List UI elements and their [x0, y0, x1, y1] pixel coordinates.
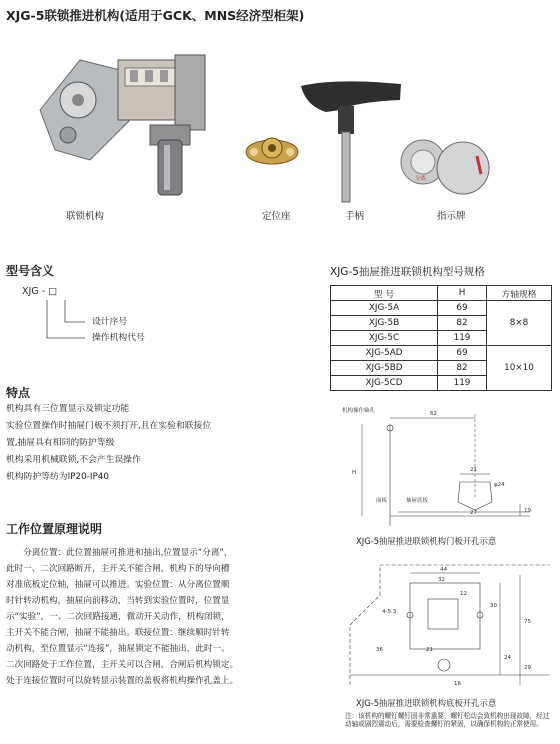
door-label-plate: 抽屉底板 [406, 498, 429, 504]
spec-header-h: H [438, 286, 487, 301]
features-line-3: 置,抽屉具有相同的防护等级 [6, 438, 115, 448]
spec-h: 69 [438, 301, 487, 316]
door-hole-drawing [340, 404, 550, 532]
base-dim: 16 [454, 681, 461, 687]
spec-h: 69 [438, 346, 487, 361]
features-line-2: 实验位置操作时抽屉门板不须打开,且在实验和联接位 [6, 421, 212, 431]
door-dim-d24: φ24 [494, 482, 505, 488]
base-dim: 24 [504, 655, 511, 661]
base-hole-drawing [340, 555, 555, 695]
page-title: XJG-5联锁推进机构(适用于GCK、MNS经济型柜架) [6, 8, 305, 23]
principle-line-9: 处于连接位置时可以旋转显示装置的盖板将机构操作孔盖上。 [6, 676, 239, 686]
spec-model: XJG-5C [331, 331, 438, 346]
indicator-label: 分离 [415, 176, 427, 182]
door-drawing-caption: XJG-5抽屉推进联锁机构门板开孔示意 [356, 536, 497, 546]
spec-header-model: 型 号 [331, 286, 438, 301]
door-dim-19: 19 [524, 508, 531, 514]
table-row [331, 301, 552, 316]
spec-model: XJG-5CD [331, 376, 438, 391]
locating-seat-photo [242, 128, 302, 168]
door-dim-62: 62 [430, 411, 437, 417]
spec-h: 82 [438, 316, 487, 331]
base-dim: 32 [438, 577, 445, 583]
principle-line-4: 时针转动机构，抽屉向前移动，当转到实验位置时，位置显 [6, 596, 230, 606]
indicator-photo [395, 130, 495, 200]
features-line-4: 机构采用机械联锁,不会产生误操作 [6, 455, 141, 465]
table-row [331, 346, 552, 361]
base-dim: 36 [376, 647, 383, 653]
spec-model: XJG-5A [331, 301, 438, 316]
base-dim: 21 [426, 647, 433, 653]
base-dim: 4-5.3 [382, 609, 397, 615]
model-code: XJG - □ [22, 286, 58, 297]
features-line-1: 机构具有三位置显示及锁定功能 [6, 404, 130, 414]
model-meaning-brackets [40, 298, 100, 348]
principle-line-1: 分离位置：此位置抽屉可推进和抽出,位置显示“分离”， [23, 548, 233, 558]
base-dim: 75 [524, 619, 531, 625]
spec-header-shaft: 方轴规格 [487, 286, 552, 301]
base-dim: 12 [460, 591, 467, 597]
principle-line-7: 动机构，至位置显示“连接”，抽屉锁定不能抽出，此时一、 [6, 644, 230, 654]
principle-line-3: 对准底板定位轴，抽屉可以推进。实验位置：从分离位置顺 [6, 580, 230, 590]
model-meaning-line1: 设计序号 [92, 317, 128, 327]
base-dim: 29 [524, 665, 531, 671]
caption-indicator: 指示牌 [437, 211, 466, 222]
model-meaning-line2: 操作机构代号 [92, 333, 145, 343]
spec-h: 82 [438, 361, 487, 376]
spec-h: 119 [438, 376, 487, 391]
door-dim-21: 21 [470, 467, 477, 473]
door-label-hole: 机构操作轴孔 [342, 408, 376, 414]
spec-h: 119 [438, 331, 487, 346]
principle-line-8: 二次回路处于工作位置，主开关可以合闸，合闸后机构锁定。 [6, 660, 239, 670]
caption-mechanism: 联锁机构 [66, 211, 105, 222]
spec-heading: XJG-5抽屉推进联锁机构型号规格 [330, 266, 485, 278]
spec-shaft-1: 8×8 [487, 301, 552, 346]
model-meaning-heading: 型号含义 [6, 264, 55, 278]
spec-model: XJG-5B [331, 316, 438, 331]
base-dim: 30 [490, 603, 497, 609]
spec-shaft-2: 10×10 [487, 346, 552, 391]
door-label-door: 面板 [376, 498, 388, 504]
door-dim-h: H [352, 470, 357, 476]
handle-photo [296, 66, 406, 206]
footnote: 注：该机构的螺钉螺钉固非常重要，螺钉松动会致机构出现故障，经过动轴或剧烈震动后，需要检查螺钉的紧固，以确保机构的正常使用。 [345, 712, 550, 729]
mechanism-photo [30, 40, 220, 205]
spec-model: XJG-5AD [331, 346, 438, 361]
features-line-5: 机构防护等纺为IP20-IP40 [6, 472, 109, 482]
spec-model: XJG-5BD [331, 361, 438, 376]
caption-locating-seat: 定位座 [262, 211, 291, 222]
principle-line-2: 此时一、二次回路断开，主开关不能合闸，机构下的导向槽 [6, 564, 230, 574]
spec-table [330, 285, 552, 391]
door-dim-27: 27 [470, 510, 477, 516]
base-dim: 44 [440, 567, 447, 573]
principle-heading: 工作位置原理说明 [6, 522, 103, 536]
principle-line-6: 主开关不能合闸，抽屉不能抽出。联接位置：继续顺时针转 [6, 628, 230, 638]
features-heading: 特点 [6, 386, 31, 400]
principle-line-5: 示“实验”，一、二次回路接通，微动开关动作，机构闭锁， [6, 612, 230, 622]
base-drawing-caption: XJG-5抽屉推进联锁机构底板开孔示意 [356, 698, 497, 708]
caption-handle: 手柄 [345, 211, 365, 222]
